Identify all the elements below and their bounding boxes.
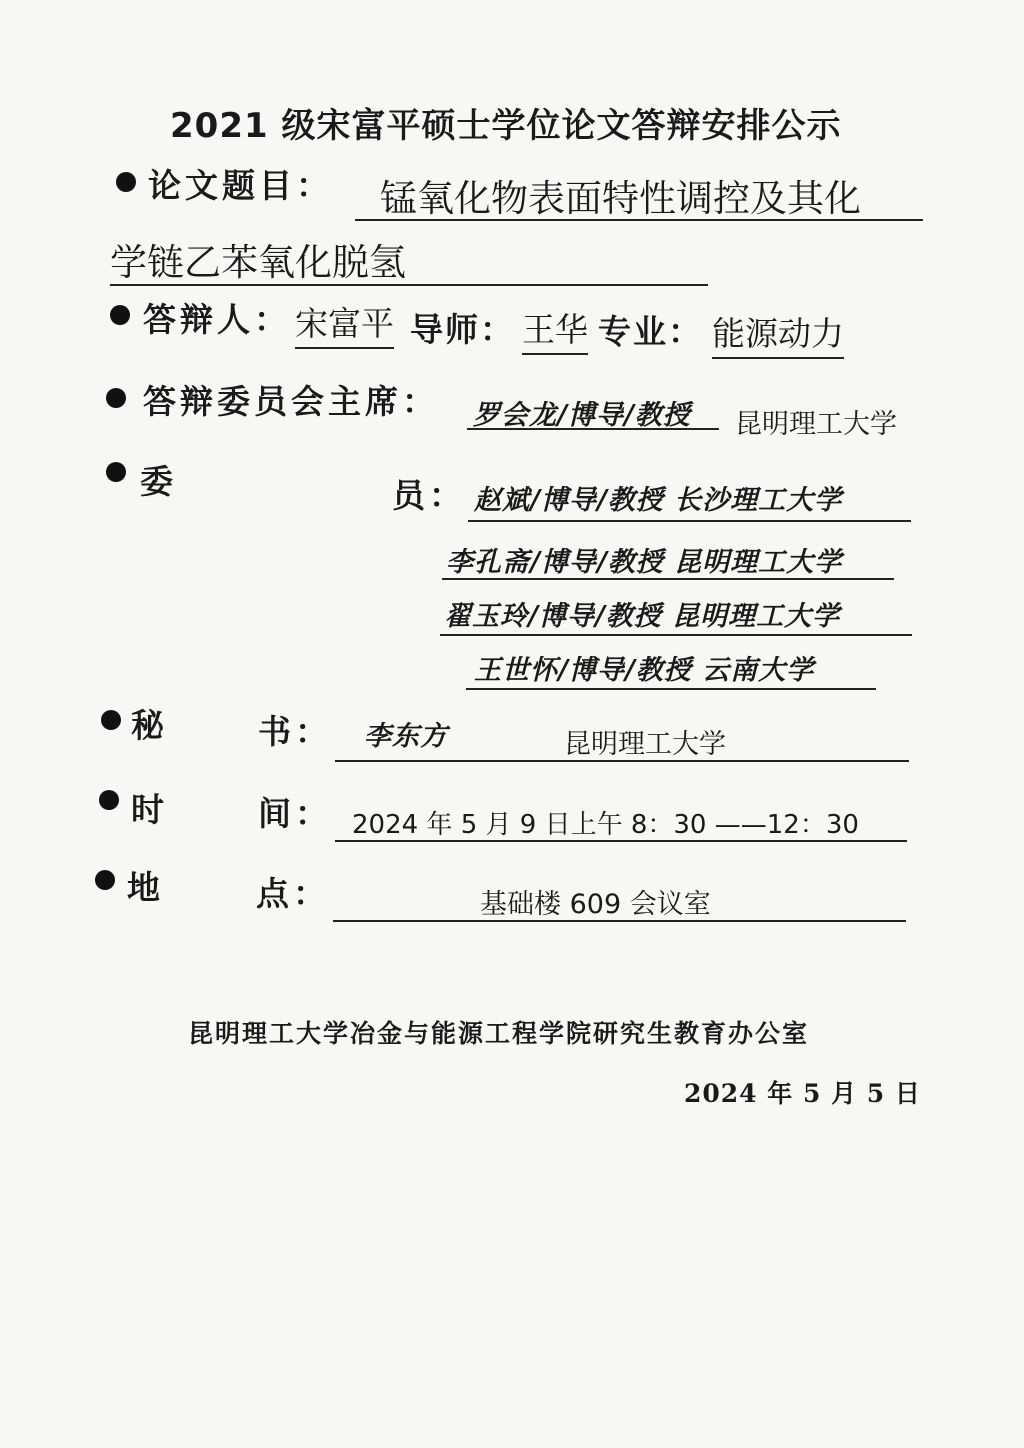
major-label: 专业： [598,312,703,351]
place-value: 基础楼 609 会议室 [480,889,711,920]
bullet-icon [101,710,121,730]
thesis-label: 论文题目： [148,166,333,205]
advisor-label: 导师： [410,310,515,349]
page-title: 2021 级宋富平硕士学位论文答辩安排公示 [170,106,842,146]
chair-name: 罗会龙/博导/教授 [473,400,691,431]
major-name: 能源动力 [712,308,844,359]
thesis-title-line1: 锰氧化物表面特性调控及其化 [380,177,861,220]
member-4: 王世怀/博导/教授 云南大学 [474,655,815,686]
issuing-office: 昆明理工大学冶金与能源工程学院研究生教育办公室 [188,1019,810,1048]
thesis-title-line2: 学链乙苯氧化脱氢 [110,241,406,284]
secretary-label-left: 秘 [131,706,168,745]
bullet-icon [116,172,136,192]
bullet-icon [106,388,126,408]
advisor-name: 王华 [522,304,588,355]
issue-date: 2024 年 5 月 5 日 [684,1079,921,1108]
chair-label: 答辩委员会主席： [143,382,439,421]
time-label-left: 时 [131,790,168,829]
member-2: 李孔斋/博导/教授 昆明理工大学 [446,547,843,578]
secretary-label-right: 书： [258,712,332,751]
member-1: 赵斌/博导/教授 长沙理工大学 [474,485,843,516]
defender-name: 宋富平 [295,298,394,349]
defender-label: 答辩人： [143,300,291,339]
secretary-org: 昆明理工大学 [564,729,726,760]
bullet-icon [95,870,115,890]
secretary-name: 李东方 [364,721,448,752]
time-value: 2024 年 5 月 9 日上午 8：30 ——12：30 [352,810,859,840]
bullet-icon [99,790,119,810]
members-label-right: 员： [392,476,466,515]
member-3: 翟玉玲/博导/教授 昆明理工大学 [444,601,841,632]
time-label-right: 间： [258,794,332,833]
bullet-icon [110,305,130,325]
members-label-left: 委 [140,462,177,501]
place-label-right: 点： [256,874,330,913]
chair-org: 昆明理工大学 [735,409,897,440]
place-label-left: 地 [127,868,164,907]
bullet-icon [106,462,126,482]
